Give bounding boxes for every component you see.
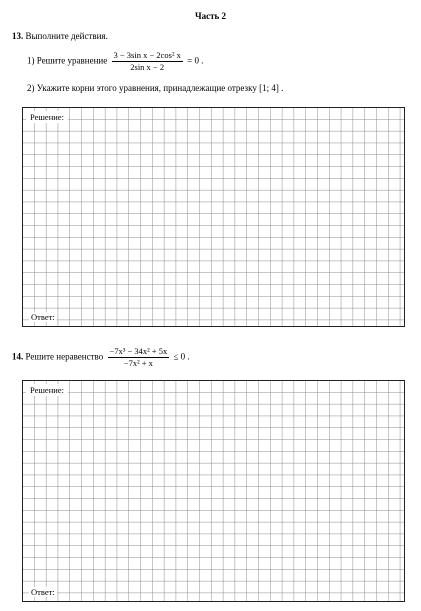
task-14-heading: [12, 346, 190, 369]
task-13-instruction: Выполните действия.: [25, 31, 108, 41]
task-14-solution-label: Решение:: [26, 384, 68, 396]
task-13-equation-suffix: = 0 .: [187, 55, 204, 66]
task-14-number: 14.: [12, 351, 24, 362]
task-13-answer-label: Ответ:: [31, 312, 55, 322]
task-13-denominator: 2sin x − 2: [130, 62, 165, 72]
task-13-item-1-prefix: 1) Решите уравнение: [27, 55, 108, 66]
task-14-fraction: [108, 346, 170, 369]
task-14-solution-area[interactable]: [22, 380, 405, 602]
task-14-instruction: Решите неравенство: [25, 351, 104, 362]
task-13-heading: [12, 31, 108, 41]
task-13-answer-row: [29, 307, 367, 320]
task-13-item-2: 2) Укажите корни этого уравнения, принадлежащие отрезку [1; 4] .: [27, 83, 284, 93]
task-13-fraction: [112, 50, 183, 73]
part-title: Часть 2: [194, 11, 227, 21]
task-13-solution-area[interactable]: [22, 107, 405, 327]
task-14-answer-row: [29, 582, 367, 595]
task-13-number: 13.: [12, 31, 24, 41]
task-14-numerator: −7x³ − 34x² + 5x: [109, 346, 168, 356]
task-14-answer-label: Ответ:: [31, 587, 55, 597]
task-13-item-1: [27, 50, 203, 73]
task-14-inequality-suffix: ≤ 0 .: [173, 351, 190, 362]
task-14-denominator: −7x² + x: [123, 358, 153, 368]
task-13-numerator: 3 − 3sin x − 2cos² x: [113, 50, 181, 60]
task-13-solution-label: Решение:: [26, 111, 68, 123]
